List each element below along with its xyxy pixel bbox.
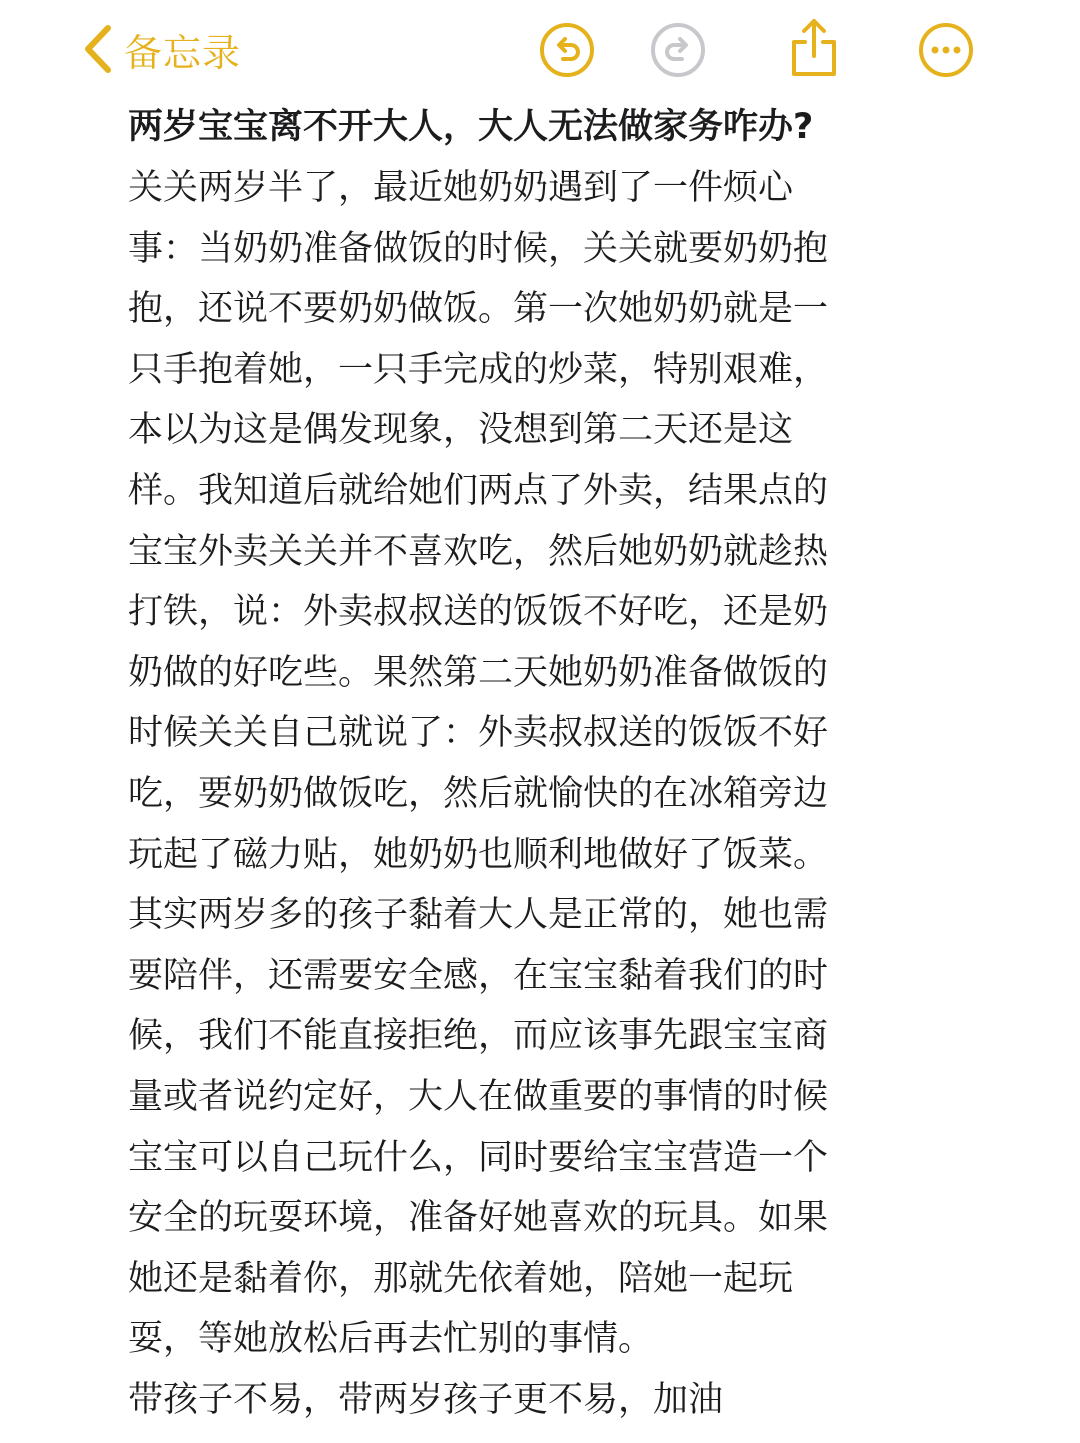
note-body[interactable] — [128, 97, 928, 1430]
note-line[interactable]: 耍，等她放松后再去忙别的事情。 — [128, 1319, 654, 1360]
note-line[interactable]: 候，我们不能直接拒绝，而应该事先跟宝宝商 — [128, 1016, 829, 1057]
note-line[interactable]: 时候关关自己就说了：外卖叔叔送的饭饭不好 — [128, 713, 829, 754]
note-line[interactable]: 宝宝外卖关关并不喜欢吃，然后她奶奶就趁热 — [128, 531, 829, 572]
more-button[interactable] — [918, 22, 974, 78]
note-line[interactable]: 奶做的好吃些。果然第二天她奶奶准备做饭的 — [128, 652, 829, 693]
note-line[interactable]: 抱，还说不要奶奶做饭。第一次她奶奶就是一 — [128, 289, 829, 330]
note-line[interactable]: 宝宝可以自己玩什么，同时要给宝宝营造一个 — [128, 1137, 829, 1178]
note-line[interactable]: 她还是黏着你，那就先依着她，陪她一起玩 — [128, 1258, 794, 1299]
note-line[interactable]: 样。我知道后就给她们两点了外卖，结果点的 — [128, 470, 829, 511]
note-line[interactable]: 关关两岁半了，最近她奶奶遇到了一件烦心 — [128, 168, 794, 208]
share-button[interactable] — [786, 16, 842, 78]
note-line[interactable]: 安全的玩耍环境，准备好她喜欢的玩具。如果 — [128, 1198, 829, 1239]
share-icon — [786, 16, 842, 78]
note-line[interactable]: 打铁，说：外卖叔叔送的饭饭不好吃，还是奶 — [128, 592, 829, 633]
redo-icon — [650, 22, 706, 78]
note-line[interactable]: 其实两岁多的孩子黏着大人是正常的，她也需 — [128, 895, 829, 936]
back-button[interactable] — [80, 20, 241, 78]
note-title[interactable]: 两岁宝宝离不开大人，大人无法做家务咋办? — [128, 107, 814, 147]
note-line[interactable]: 吃，要奶奶做饭吃，然后就愉快的在冰箱旁边 — [128, 773, 829, 814]
undo-button[interactable] — [539, 22, 595, 78]
back-label: 备忘录 — [124, 30, 242, 75]
back-chevron-icon — [80, 24, 114, 74]
note-line[interactable]: 只手抱着她，一只手完成的炒菜，特别艰难， — [128, 349, 829, 390]
more-icon — [918, 22, 974, 78]
note-line[interactable]: 玩起了磁力贴，她奶奶也顺利地做好了饭菜。 — [128, 834, 829, 875]
note-line[interactable]: 事：当奶奶准备做饭的时候，关关就要奶奶抱 — [128, 228, 829, 269]
navigation-bar — [0, 0, 1080, 100]
undo-icon — [539, 22, 595, 78]
note-line[interactable]: 要陪伴，还需要安全感，在宝宝黏着我们的时 — [128, 955, 829, 996]
note-line[interactable]: 本以为这是偶发现象，没想到第二天还是这 — [128, 410, 794, 451]
note-line[interactable]: 带孩子不易，带两岁孩子更不易，加油 — [128, 1379, 724, 1420]
redo-button[interactable] — [650, 22, 706, 78]
note-line[interactable]: 量或者说约定好，大人在做重要的事情的时候 — [128, 1076, 829, 1117]
